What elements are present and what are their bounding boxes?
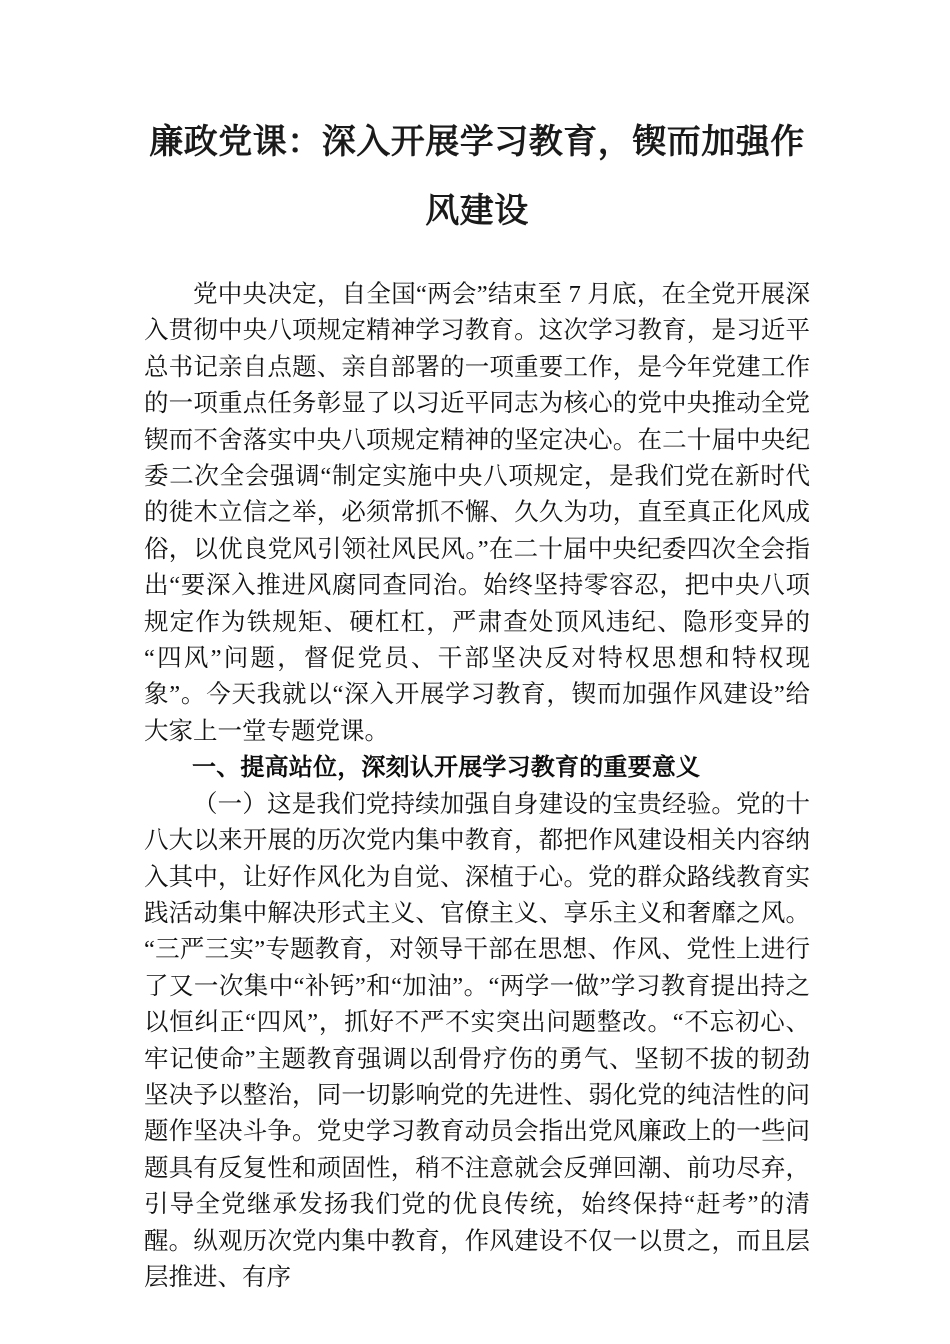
paragraph-intro: 党中央决定，自全国“两会”结束至 7 月底，在全党开展深入贯彻中央八项规定精神学习教育。这次学习教育，是习近平总书记亲自点题、亲自部署的一项重要工作，是今年党建工作的一项重点任务彰显了以习近平同志为核心的党中央推动全党锲而不舍落实中央八项规定精神的坚定决心。在二十届中央纪委二次全会强调“制定实施中央八项规定，是我们党在新时代的徙木立信之举，必须常抓不懈、久久为功，直至真正化风成俗，以优良党风引领社风民风。”在二十届中央纪委四次全会指出“要深入推进风腐同查同治。始终坚持零容忍，把中央八项规定作为铁规矩、硬杠杠，严肃查处顶风违纪、隐形变异的“四风”问题，督促党员、干部坚决反对特权思想和特权现象”。今天我就以“深入开展学习教育，锲而加强作风建设”给大家上一堂专题党课。 xyxy=(144,281,810,745)
paragraph-section-1-item-1: （一）这是我们党持续加强自身建设的宝贵经验。党的十八大以来开展的历次党内集中教育，都把作风建设相关内容纳入其中，让好作风化为自觉、深植于心。党的群众路线教育实践活动集中解决形式主义、官僚主义、享乐主义和奢靡之风。“三严三实”专题教育，对领导干部在思想、作风、党性上进行了又一次集中“补钙”和“加油”。“两学一做”学习教育提出持之以恒纠正“四风”，抓好不严不实突出问题整改。“不忘初心、牢记使命”主题教育强调以刮骨疗伤的勇气、坚韧不拔的韧劲坚决予以整治，同一切影响党的先进性、弱化党的纯洁性的问题作坚决斗争。党史学习教育动员会指出党风廉政上的一些问题具有反复性和顽固性，稍不注意就会反弹回潮、前功尽弃，引导全党继承发扬我们党的优良传统，始终保持“赶考”的清醒。纵观历次党内集中教育，作风建设不仅一以贯之，而且层层推进、有序 xyxy=(144,790,810,1291)
document-text-column xyxy=(144,0,810,1344)
page-title: 廉政党课：深入开展学习教育，锲而加强作风建设 xyxy=(149,123,805,230)
section-heading-1: 一、提高站位，深刻认开展学习教育的重要意义 xyxy=(192,754,701,782)
document-content-flow xyxy=(144,277,810,1296)
